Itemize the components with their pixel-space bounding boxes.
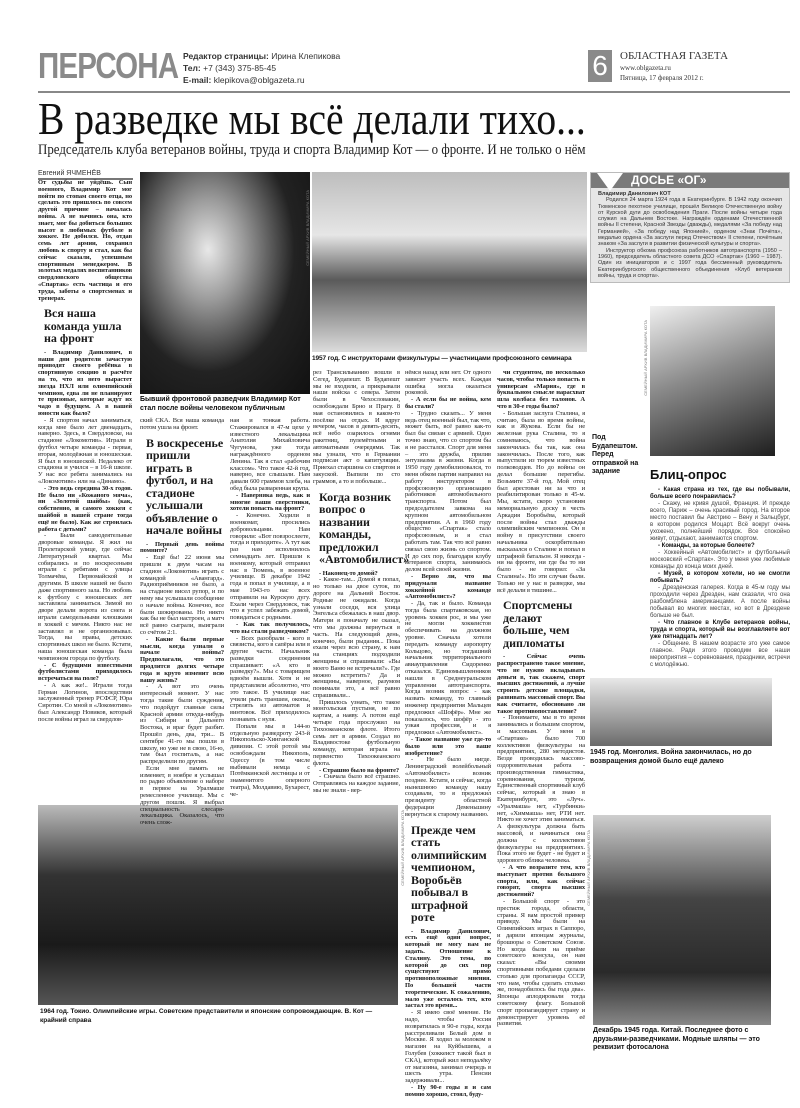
seminar-photo (312, 172, 587, 352)
paragraph-continued: нёмся назад или нет. От одного зависит участь всех. Каждая ошибка могла оказаться роковой. (405, 369, 491, 397)
interview-question: - Владимир Данилович, в наши дни родители зачастую приводят своего ребёнка в спортивную секцию в расчёте на то, что из него вырастет звезда НХЛ или олимпийский чемпион, едва ли не планируют те призовые, которые ждут их чадо в будущем. А в вашей юности как было? (38, 348, 132, 418)
blitz-question: - Что главное в Клубе ветеранов войны, труда и спорта, который вы возглавляете вот уже пятнадцать лет? (650, 620, 790, 640)
section-heading: Спортсмены делают больше, чем дипломаты (503, 598, 573, 650)
interview-answer: Пришлось узнать, что такое монгольская пустыня, не по картам, а наяву. А потом ещё четыре года прослужил на Тихоокеанском флоте. Итого семь лет в армии. Создал во Владивостоке футбольную команду, которая играла на первенство Тихоокеанского флота. (313, 698, 400, 767)
interview-answer: - Понимаете, мы в то время занимались и большим спортом, и массовым. У меня в «Спартаке» было 700 коллективов физкультуры на предприятиях, 280 методистов. Везде проводилась массово-оздоровительная работа - производственная гимнастика, соревнования, туризм. Единственный спортивный клуб сейчас, который я знаю в Екатеринбурге, это «Луч». «Уралмаша» нет, «Турбинки» нет, «Химмаша» нет, РТИ нет. Никто не хочет этим заниматься. А физкультура должна быть массовой, и начинаться она должна с коллективов физкультуры на предприятиях. Пока этого не будет - не будет и здорового облика человека. (497, 714, 585, 865)
triangle-marker-icon (597, 173, 623, 191)
photo-credit: СЕМЕЙНЫЙ АРХИВ ВЛАДИМИРА КОТА (400, 810, 405, 886)
section-heading: Вся наша команда ушла на фронт (44, 306, 122, 346)
interview-answer: - Большая заслуга Сталина, я считаю, была во время войны, как и Жукова. Если бы не железная рука Сталина, то я сомневаюсь, что война закончилась бы так, как она закончилась. После того, как выпустили из тюрем известных полководцев. Но до войны он делал большие перегибы. Возьмите 37-й год. Мой отец был арестован ни за что и реабилитирован только в 45-м. Мы, кстати, скоро установим мемориальную доску в честь Аркадия Воробьёва, который после войны стал дважды олимпийским чемпионом. Он в войну в присутствии своего начальника оскорбительно высказался о Сталине и попал в штрафной батальон. Я никогда - ни на фронте, ни где бы то ни было - не говорил: «За Сталина!». Но эти случаи были. Только не у нас в разведке, мы всё делали в тишине... (497, 409, 585, 594)
interview-question: - Наконец-то домой? (319, 569, 378, 577)
interview-answer: - Конечно. Ходили в военкомат, просились добровольцами. Нам говорили: «Вот повзрослеете, тогда и приходите». А тут как раз нам исполнилось семнадцать лет. Пришли к военкому, который отправил нас в Тюмень, в военное училище. В декабре 1942 года я попал в училище, а в мае 1943-го нас всех отправили на Курскую дугу. Ехали через Свердловск, так что я успел забежать домой, повидаться с родными. (230, 512, 310, 622)
phone: +7 (343) 375-85-45 (203, 63, 277, 73)
masthead (620, 50, 790, 83)
paragraph-continued: рез Трансильванию вошли в Сегед, Будапешт. В Будапешт мы не входили, а прикрывали наши войска с севера. Затем были в Чехословакии, освобождали Брно и Прагу. 8 мая остановились в каком-то посёлке на отдых. И вдруг вечером, часов в девять-десять, всё небо озарилось огнями ракетниц, пулемётными и автоматными очередями. Так мы узнали, что в Германии подписан акт о капитуляции. Приехал старшина со спиртом и закуской. Выпили по сто граммов, а то и побольше... (313, 369, 400, 485)
interview-answer: - А вот это очень интересный момент. У нас тогда такие были суждения, что подойдут главные силы Красной армии откуда-нибудь из Сибири и Дальнего Востока, и враг будет разбит. Прошёл день, два, три... В сентябре 41-го мы пошли в школу, но уже не в свою, 16-ю, там был госпиталь, а нас распределили по другим. (140, 683, 224, 766)
photo-credit: СЕМЕЙНЫЙ АРХИВ ВЛАДИМИРА КОТА (586, 830, 591, 906)
paragraph-continued: ский СКА. Вся наша команда потом ушла на фронт. (140, 417, 224, 431)
article-column (497, 370, 585, 1028)
interview-answer: - Трудно сказать... У меня ведь отец военный был, так что, может быть, всё равно как-то был бы связан с армией. Одно точно знаю, что со спортом бы я не расстался. Спорт для меня – это дружба, прилив энтузиазма в жизни. Когда в 1950 году демобилизовался, то меня обком партии направил на работу инструктором в профсоюзную организацию работников автомобильного транспорта. Потом был председателем завкома на крупном автомобильном предприятии. А в 1960 году общество «Спартак» стало профсоюзным, и я стал работать там. Так что всё равно связал свою жизнь со спортом. И до сих пор, благодаря клубу ветеранов спорта, занимаюсь делом всей своей жизни. (405, 409, 491, 574)
interview-answer: - Да, так и было. Команда тогда была спартаковская, но уровень хоккея рос, и мы уже не могли хоккеистов обеспечивать на должном уровне. Сначала хотели передать команду аэропорту Кольцово, но тогдашний начальник территориального авиауправления Сидоренко отказался. Единомышленников нашли в Среднеуральском управлении автотранспорта. Когда возник вопрос - как назвать команду, то главный инженер предприятия Мальцев предложил «Шофёр». Мне же показалось, что шофёр - это узкая профессия, и я предложил «Автомобилист». (405, 600, 491, 737)
editor-info (183, 50, 340, 86)
blitz-answer: - Хоккейный «Автомобилист» и футбольный московский «Спартак». Это у меня уже любимые команды до конца моих дней. (650, 550, 790, 570)
interview-answer: - Я спортом начал заниматься, когда мне было лет двенадцать, наверно. Здесь, в Свердловске, на стадионе «Локомотив». Играли в футбол четыре команды - первая, вторая, молодёжная и юношеская. Я был в юношеской. Недалеко от стадиона и учился – в 16-й школе. У нас все ребята занимались на «Локомотиве» или на «Динамо». (38, 416, 132, 485)
email-link[interactable]: klepikova@oblgazeta.ru (213, 75, 305, 85)
paper-name: ОБЛАСТНАЯ ГАЗЕТА (620, 50, 729, 62)
portrait-photo (140, 172, 310, 394)
interview-question: - Владимир Данилович, есть ещё один вопрос, который не могу вам не задать. Отношение к Сталину. Это тема, по которой до сих пор существуют прямо противоположные мнения. По большей части теоретические. К сожалению, мало уже осталось тех, кто застал это время... (405, 927, 491, 1010)
budapest-photo (650, 306, 775, 456)
section-heading: Когда возник вопрос о названии команды, предложил «Автомобилист» (319, 489, 410, 567)
interview-question: - Как так получилось, что вы стали разведчиком? (230, 620, 310, 635)
interview-question: - Сейчас очень распространено такое мнение, что не нужно вкладывать деньги в, так скажем, спорт высших достижений, а лучше строить детские площадки, развивать массовый спорт. Вы как считаете, обосновано ли такое противопоставление? (497, 653, 586, 715)
photo-credit: СЕМЕЙНЫЙ АРХИВ ВЛАДИМИРА КОТА (643, 320, 648, 396)
interview-question: - Верно ли, что вы придумали название хоккейной команде «Автомобилист»? (405, 572, 491, 601)
interview-answer: - Всех разобрали - кого в связисты, кого в сапёры или в другие части. Начальник разведки соединения спрашивает: «А кто в разведку?». Мы с товарищем вдвоём вышли. Хотя и не представляли абсолютно, что это такое. В училище нас учили рыть траншеи, окопы, стрелять из автоматов и винтовок. Всё приходилось познавать с нуля. (230, 634, 310, 724)
interview-question: - Такое название уже где-то было или это ваше изобретение? (405, 736, 491, 757)
editor-label: Редактор страницы: (183, 51, 269, 61)
interview-question: - Страшно было на фронте? (319, 766, 400, 774)
blitz-title: Блиц-опрос (650, 467, 727, 482)
email-label: E-mail: (183, 75, 212, 85)
issue-date: Пятница, 17 февраля 2012 г. (620, 74, 704, 82)
seminar-caption: 1957 год. С инструкторами физкультуры — участницами профсоюзного семинара (312, 355, 572, 362)
dossier-career: Инструктор обкома профсоюза работников автотранспорта (1950 – 1960), председатель областного совета ДСО «Спартак» (1960 – 1987). Один из инициаторов и с 1997 года бессменный руководитель Екатеринбургского общественного объединения «Клуб ветеранов войны, труда и спорта». (598, 247, 782, 279)
interview-answer: Если мне память не изменяет, в ноябре я услышал по радио объявление о наборе в первое на Уралмаше ремесленное училище. Мы с другом пошли. Я выбрал специальность слесаря-лекальщика. Оказалось, что очень слож- (140, 764, 224, 827)
author-byline: Евгений ЯЧМЕНЁВ (38, 170, 133, 180)
article-column (140, 418, 224, 827)
blitz-question: - Музей, в котором хотели, но не смогли побывать? (650, 571, 790, 584)
interview-question: - Первый день войны помните? (140, 540, 224, 555)
interview-question: - Это ведь середина 30-х годов. Не было ни «Кожаного мяча», ни «Золотой шайбы» (как, собственно, и самого хоккея с шайбой в нашей стране тогда ещё не было). Как же строилась работа с детьми? (38, 484, 132, 533)
interview-answer: - Какое-там... Домой я попал, но только на двое суток, по дороге на Дальний Восток. Родные не ожидали. Когда узнали соседи, вся улица Энгельса сбежалась в наш двор. Матери я поначалу не сказал, что мы должны вернуться в часть. На следующий день, конечно, были рыдания... Пока ехали через всю страну, к нам на станциях подходили женщины и спрашивали: «Вы моего Ваню не встречали?». Где можно встретить? Да и женщины, наверное, разумом понимали это, а всё равно спрашивали... (313, 576, 400, 699)
subheadline: Председатель клуба ветеранов войны, труда и спорта Владимир Кот — о фронте. И не только о нём (38, 142, 586, 158)
china-caption: Декабрь 1945 года. Китай. Последнее фото с друзьями-разведчиками. Модные шляпы — это реквизит фотосалона (593, 1027, 760, 1051)
article-column (38, 180, 132, 724)
blitz-answer: - Скажу, не кривя душой, Франция. И прежде всего, Париж – очень красивый город. На второе место поставил бы Австрию – Вену и Зальцбург, в котором родился Моцарт. Всё вокруг очень ухожено, полнейший порядок. Все спокойно живут, отдыхают, занимаются спортом. (650, 501, 790, 542)
section-heading: Прежде чем стать олимпийским чемпионом, Воробьёв побывал в штрафной роте (411, 822, 487, 925)
dossier-bio: Родился 24 марта 1924 года в Екатеринбурге. В 1942 году окончил Тюменское пехотное училище, прошёл Великую Отечественную войну от Курской дуги до освобождения Праги. После войны четыре года служил на Дальнем Востоке. Награждён орденами Отечественной войны II степени, Красной Звезды (дважды), медалями «За победу над Германией», «За победу над Японией», орденом «Знак Почёта», медалью ордена «За заслуги перед Отечеством» II степени, почётным знаком «За заслуги в развитии физической культуры и спорта». (598, 197, 782, 248)
blitz-question: - Команды, за которые болеете? (658, 543, 755, 549)
lead-paragraph: От судьбы не уйдёшь. Сын военного, Владимир Кот мог пойти по стопам своего отца, но сделать это пришлось по совсем другой причине – началась война. А не начнись она, кто знает, мог бы добиться больших высот в любимых футболе и хоккее. Не добился. Но, отдав семь лет армии, сохранил любовь к спорту и стал, как бы сейчас сказали, успешным спортивным менеджером. В золотых медалях воспитанников свердловского общества «Спартак» есть частица и его труда, заботы о спортсменах и тренерах. (38, 179, 132, 302)
interview-answer: - Я имею своё мнение. Не надо, чтобы Россия возвратилась в 90-е годы, когда расстреливали Белый дом в Москве. Я ходил за молоком в магазин на Куйбышева, а Голубев (хоккеист такой был в СКА), который жил неподалёку от магазина, занимал очередь в шесть утра. Пенсии задерживали... (405, 1009, 491, 1085)
dossier-name: Владимир Данилович КОТ (598, 191, 671, 197)
blitz-answer: - Общение. В нашем возрасте это уже самое главное. Ради этого проводим все наши мероприятия – соревнования, праздники, встречи с молодёжью. (650, 641, 790, 668)
blitz-poll (650, 468, 790, 669)
budapest-caption: Под Будапештом. Перед отправкой на задание (592, 434, 639, 475)
tokyo-photo (38, 805, 398, 1005)
interview-answer: - Большой спорт - это престиж города, области, страны. Я вам простой пример приведу. Мы были на Олимпийских играх в Саппоро, и дарили японцам журналы, брошюры о Советском Союзе. Но когда были на приёме советского консула, он нам сказал: «Вы своими спортивными победами сделали столько для пропаганды СССР, что нам, чтобы сделать столько же, понадобилось бы года два». Японцы аплодировали тогда советскому флагу. Большой спорт пропагандирует страну и демонстрирует уровень её развития. (497, 897, 585, 1028)
paragraph-continued: ная и тонкая работа. Стажировался в 47-м цехе у известного лекальщика Анатолия Михайловича Чугунова, уже тогда награждённого орденом Ленина. Так я стал «рабочим классом». Что такое 42-й год, наверно, все слышали. Нам давали 600 граммов хлеба, на обед была разваренная крупа. (230, 417, 310, 492)
phone-label: Тел: (183, 63, 201, 73)
blitz-answer: - Дрезденская галерея. Когда в 45-м году мы проходили через Дрезден, нам сказали, что она разбомблена американцами. А после войны побывал во многих местах, но вот в Дрездене больше не был. (650, 585, 790, 619)
interview-question: чи студентом, по несколько часов, чтобы только попасть в универсам «Мария», где в буквальном смысле нарасхват шла колбаса без талонов. А что в 30-е годы было? (497, 369, 585, 410)
interview-question: - С будущими известными футболистами приходилось встречаться на поле? (38, 661, 132, 683)
section-heading: В воскресенье пришли играть в футбол, и на стадионе услышали объявление о начале войны (146, 435, 224, 538)
site-link[interactable]: www.oblgazeta.ru (620, 64, 671, 72)
tokyo-caption: 1964 год. Токио. Олимпийские игры. Советские представители и японские сопровождающие. В. Кот — крайний справа (40, 1008, 373, 1024)
interview-question: - А если бы не война, кем бы стали? (405, 396, 491, 410)
article-column (405, 370, 491, 1099)
interview-answer: - Были самодеятельные дворовые команды. Я жил на Пролетарской улице, где сейчас Литературный квартал. Мы собирались и по воскресеньям играли с ребятами с улицы Толмачёва, Первомайской и другими. В школе нашей не было даже спортивного зала. Но любовь к футболу с юношеских лет заставляла заниматься. Зимой во дворе делали ворота из снега и играли самодельными клюшками в хоккей с мячом. Никто нас не заставлял и не организовывал. Тогда, вы правы, детских спортивных школ не было. Кстати, наша юношеская команда была чемпионом города по футболу. (38, 532, 132, 662)
china-photo (593, 815, 771, 1025)
dossier-box (590, 172, 790, 283)
blitz-question: - Какая страна из тех, где вы побывали, больше всего понравилась? (650, 487, 790, 500)
photo-credit: СЕМЕЙНЫЙ АРХИВ ВЛАДИМИРА КОТА (305, 190, 310, 266)
interview-question: - А что возразите тем, кто выступает против большого спорта, или, как сейчас говорят, спорта высших достижений? (497, 864, 585, 899)
portrait-caption: Бывший фронтовой разведчик Владимир Кот стал после войны человеком публичным (140, 396, 301, 412)
mongolia-caption: 1945 год. Монголия. Война закончилась, но до возвращения домой было ещё далеко (590, 749, 752, 765)
interview-question: - Какие были первые мысли, когда узнали о начале войны? Предполагали, что это продлится долгих четыре года и круто изменит всю вашу жизнь? (140, 635, 224, 684)
interview-question: - Ну 90-е годы я и сам помню хорошо, стоял, буду- (405, 1083, 491, 1098)
article-column (230, 418, 310, 799)
interview-question: - Наверняка ведь, как и многие ваши сверстники, хотели попасть на фронт? (230, 491, 310, 513)
article-column (313, 369, 410, 795)
editor-name: Ирина Клепикова (271, 51, 341, 61)
section-rubric: ПЕРСОНА (38, 45, 179, 86)
mongolia-photo (590, 678, 772, 746)
headline: В разведке мы всё делали тихо... (38, 93, 586, 144)
interview-answer: - Ещё бы! 22 июня мы пришли к двум часам на стадион «Локомотив» играть с командой «Авангард». Радиоприёмников не было, а на стадионе висел рупор, и по нему мы услышали сообщение о начале войны. Конечно, все были шокированы. Но никто как бы не был настроен, а матч всё равно сыграли, выиграли со счётом 2:1. (140, 554, 224, 636)
page-number: 6 (588, 50, 612, 82)
interview-answer: - Сначала было всё страшно. Отправляясь на каждое задание, мы не знали - вер- (313, 773, 400, 795)
interview-answer: - Не было нигде. Ленинградский волейбольный «Автомобилист» возник позднее. Кстати, и сейчас, когда нынешнюю команду нашу создавали, то я предложил президенту областной федерации Деменьшину вернуться к старому названию. (405, 756, 491, 818)
interview-answer: Попали мы в 144-ю отдельную разведроту 243-й Никопольско-Хинганской дивизии. С этой ротой мы освобождали Никополь, Одессу (в том числе выбивали немца с Потёмкинской лестницы и от знаменитого оперного театра), Молдавию, Бухарест, че- (230, 722, 310, 798)
dossier-title: ДОСЬЕ «ОГ» (591, 173, 789, 188)
interview-answer: - А как же!.. Играли тогда Герман Логинов, впоследствии заслуженный тренер РСФСР, Юра Сиротин. Со мной в «Локомотиве» был Александр Новиков, который после войны играл за свердлов- (38, 681, 132, 723)
